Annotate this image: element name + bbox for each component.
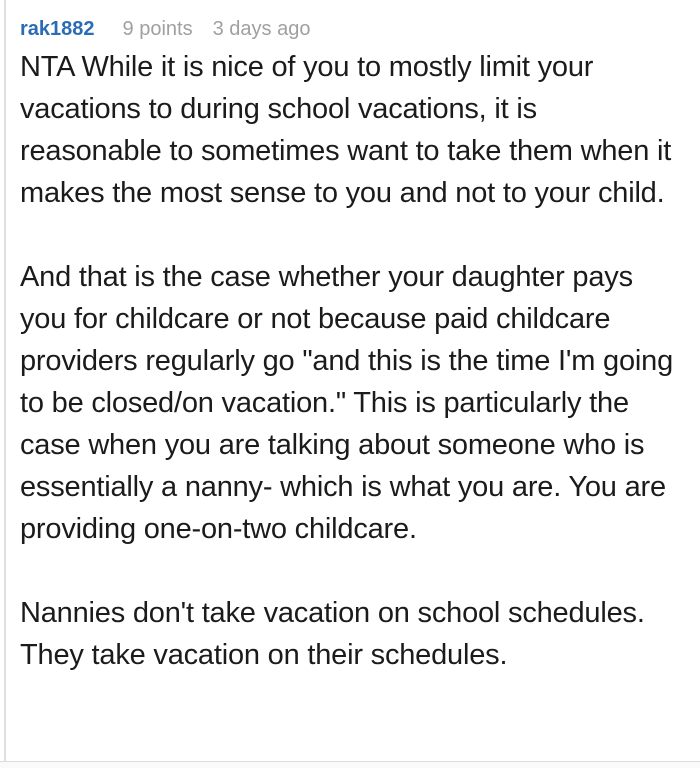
comment-timestamp: 3 days ago	[212, 18, 311, 40]
comment-paragraph: Nannies don't take vacation on school schedules. They take vacation on their schedules.	[20, 597, 645, 671]
comment-header	[20, 16, 685, 42]
next-comment-edge	[0, 762, 700, 768]
comment-thread-line	[4, 0, 6, 761]
comment-points: 9 points	[122, 18, 193, 40]
comment-paragraph: And that is the case whether your daughter pays you for childcare or not because paid childcare providers regularly go "and this is the time I'm going to be closed/on vacation." This is particularly the case when you are talking about someone who is essentially a nanny- which is what you are. You are providing one-on-two childcare.	[20, 261, 674, 545]
comment-author-link[interactable]: rak1882	[20, 18, 95, 40]
comment-paragraph: NTA While it is nice of you to mostly limit your vacations to during school vacations, it is reasonable to sometimes want to take them when it makes the most sense to you and not to your child.	[20, 51, 672, 209]
comment-body	[20, 46, 685, 676]
